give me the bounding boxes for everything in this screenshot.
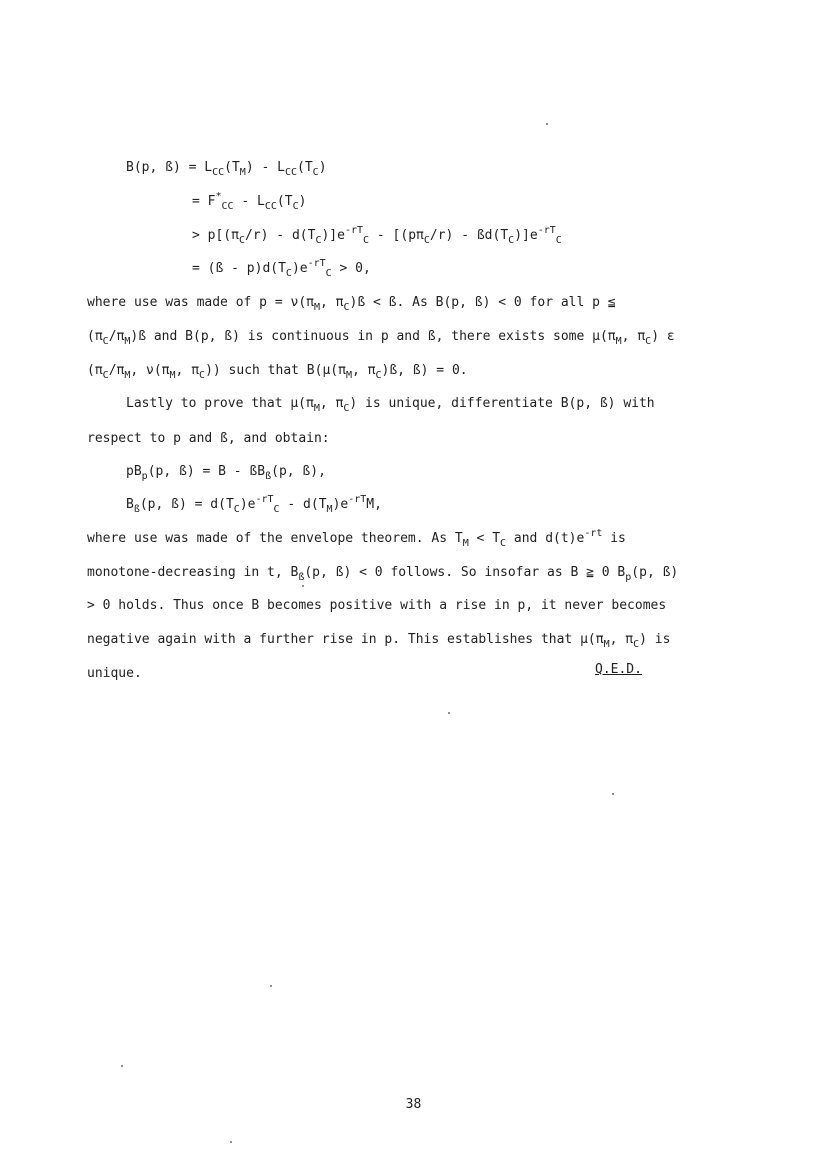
text-run: , π <box>319 396 344 411</box>
body-line <box>87 565 678 581</box>
text-run: - [(pπ <box>369 228 424 243</box>
text-run: , π <box>320 295 344 310</box>
subscript: C <box>102 336 109 347</box>
text-run: and d(t)e <box>506 531 585 546</box>
subscript: M <box>603 639 610 650</box>
superscript: -rT <box>537 225 556 236</box>
superscript: -rT <box>307 258 326 269</box>
subscript: M <box>615 336 622 347</box>
text-run: , <box>374 497 382 512</box>
text-run: unique. <box>87 666 142 681</box>
text-run: B(p, ß) = L <box>126 160 213 175</box>
subscript: C <box>199 370 206 381</box>
text-run: )ß and B(p, ß) is continuous in p and ß, there exists some μ(π <box>130 329 616 344</box>
text-run: (π <box>87 329 103 344</box>
text-run: )e <box>332 497 349 512</box>
text-run: /π <box>108 363 125 378</box>
superscript: -rt <box>584 528 603 539</box>
body-line <box>87 598 666 614</box>
body-line <box>87 363 468 379</box>
subscript: M <box>124 336 131 347</box>
body-line <box>87 632 670 648</box>
scan-speck <box>270 985 272 987</box>
text-run: (p, ß) = d(T <box>139 497 234 512</box>
page-number: 38 <box>405 1097 422 1112</box>
subscript: p <box>141 471 148 482</box>
text-run: negative again with a further rise in p. This establishes that μ(π <box>87 632 604 647</box>
text-run: /π <box>108 329 125 344</box>
text-run: where use was made of p = ν(π <box>87 295 314 310</box>
text-run: ) is <box>639 632 671 647</box>
subscript: C <box>325 268 332 279</box>
subscript: M <box>345 370 352 381</box>
text-run: )]e <box>321 228 345 243</box>
text-run: pB <box>126 464 142 479</box>
text-run: = F <box>192 194 216 209</box>
text-run: ) is unique, differentiate B(p, ß) with <box>349 396 655 411</box>
body-line <box>87 666 142 682</box>
subscript: C <box>238 235 245 246</box>
text-run: > 0 holds. Thus once B becomes positive with a rise in p, it never becomes <box>87 598 667 613</box>
text-run: ) - L <box>245 160 285 175</box>
subscript: p <box>625 572 632 583</box>
equation-line-6 <box>126 494 382 515</box>
subscript: CC <box>212 167 225 178</box>
text-run: )e <box>291 261 308 276</box>
text-run: , π <box>609 632 634 647</box>
text-run: (π <box>87 363 103 378</box>
subscript: M <box>313 403 320 414</box>
subscript: C <box>500 538 507 549</box>
body-line <box>87 431 330 447</box>
subscript: ß <box>265 471 272 482</box>
subscript: C <box>102 370 109 381</box>
text-run: Lastly to prove that μ(π <box>126 396 314 411</box>
subscript: C <box>233 504 240 515</box>
text-run: (p, ß) <box>631 565 679 580</box>
body-line <box>87 295 616 311</box>
text-run: respect to p and ß, and obtain: <box>87 431 330 446</box>
subscript: M <box>239 167 246 178</box>
equation-line-5 <box>126 464 326 480</box>
superscript: -rT <box>344 225 364 236</box>
text-run: )e <box>239 497 256 512</box>
subscript: C <box>645 336 652 347</box>
text-run: ) ε <box>651 329 675 344</box>
superscript: * <box>215 191 222 202</box>
subscript: M <box>169 370 176 381</box>
text-run: (T <box>276 194 293 209</box>
subscript: C <box>312 167 319 178</box>
text-run: (p, ß), <box>271 464 326 479</box>
scan-speck <box>546 123 548 125</box>
subscript: ß <box>133 504 140 515</box>
text-run: B <box>126 497 134 512</box>
subscript: CC <box>221 201 234 212</box>
text-run: , π <box>621 329 646 344</box>
text-run: ) <box>298 194 307 209</box>
subscript: C <box>363 235 370 246</box>
subscript: C <box>508 235 515 246</box>
equation-line-2 <box>192 191 307 212</box>
text-run: (p, ß) = B - ßB <box>147 464 266 479</box>
superscript: -rT <box>348 494 367 505</box>
qed-mark: Q.E.D. <box>595 662 642 677</box>
subscript: C <box>343 302 350 313</box>
text-run: > 0, <box>331 261 371 276</box>
text-run: /r) - ßd(T <box>429 228 509 243</box>
subscript: C <box>315 235 322 246</box>
subscript: M <box>462 538 469 549</box>
subscript: M <box>313 302 321 313</box>
text-run: - d(T <box>279 497 327 512</box>
body-line <box>87 329 675 345</box>
subscript: C <box>273 504 280 515</box>
text-run: M <box>366 497 375 512</box>
subscript: C <box>555 235 562 246</box>
subscript: C <box>292 201 299 212</box>
text-run: = (ß - p)d(T <box>192 261 286 276</box>
text-run: where use was made of the envelope theorem. As T <box>87 531 463 546</box>
superscript: -rT <box>255 494 274 505</box>
scan-speck <box>230 1141 232 1143</box>
body-line <box>87 528 626 549</box>
equation-line-4 <box>192 258 371 279</box>
text-run: is <box>602 531 626 546</box>
text-run: > p[(π <box>192 228 239 243</box>
text-run: , π <box>175 363 200 378</box>
text-run: )) such that B(μ(π <box>205 363 346 378</box>
subscript: C <box>343 403 350 414</box>
subscript: C <box>423 235 430 246</box>
equation-line-3 <box>192 225 562 246</box>
scan-speck <box>612 793 614 795</box>
text-run: monotone-decreasing in t, B <box>87 565 299 580</box>
text-run: )]e <box>514 228 538 243</box>
subscript: M <box>124 370 131 381</box>
text-run: )ß, ß) = 0. <box>381 363 468 378</box>
text-run: /r) - d(T <box>245 228 316 243</box>
scan-speck <box>121 1065 123 1067</box>
subscript: C <box>285 268 292 279</box>
equation-line-1 <box>126 160 327 176</box>
text-run: (T <box>297 160 313 175</box>
text-run: (T <box>224 160 240 175</box>
subscript: M <box>326 504 333 515</box>
subscript: CC <box>284 167 298 178</box>
subscript: C <box>633 639 640 650</box>
subscript: CC <box>264 201 277 212</box>
body-line <box>126 396 655 412</box>
text-run: )ß < ß. As B(p, ß) < 0 for all p ≦ <box>349 295 616 310</box>
text-run: - L <box>233 194 265 209</box>
text-run: , π <box>351 363 376 378</box>
text-run: (p, ß) < 0 follows. So insofar as B ≧ 0 B <box>304 565 626 580</box>
scan-speck <box>448 712 450 714</box>
subscript: C <box>375 370 382 381</box>
text-run: , ν(π <box>130 363 170 378</box>
text-run: ) <box>318 160 327 175</box>
text-run: < T <box>468 531 501 546</box>
scan-speck <box>302 585 304 587</box>
subscript: ß <box>298 572 305 583</box>
